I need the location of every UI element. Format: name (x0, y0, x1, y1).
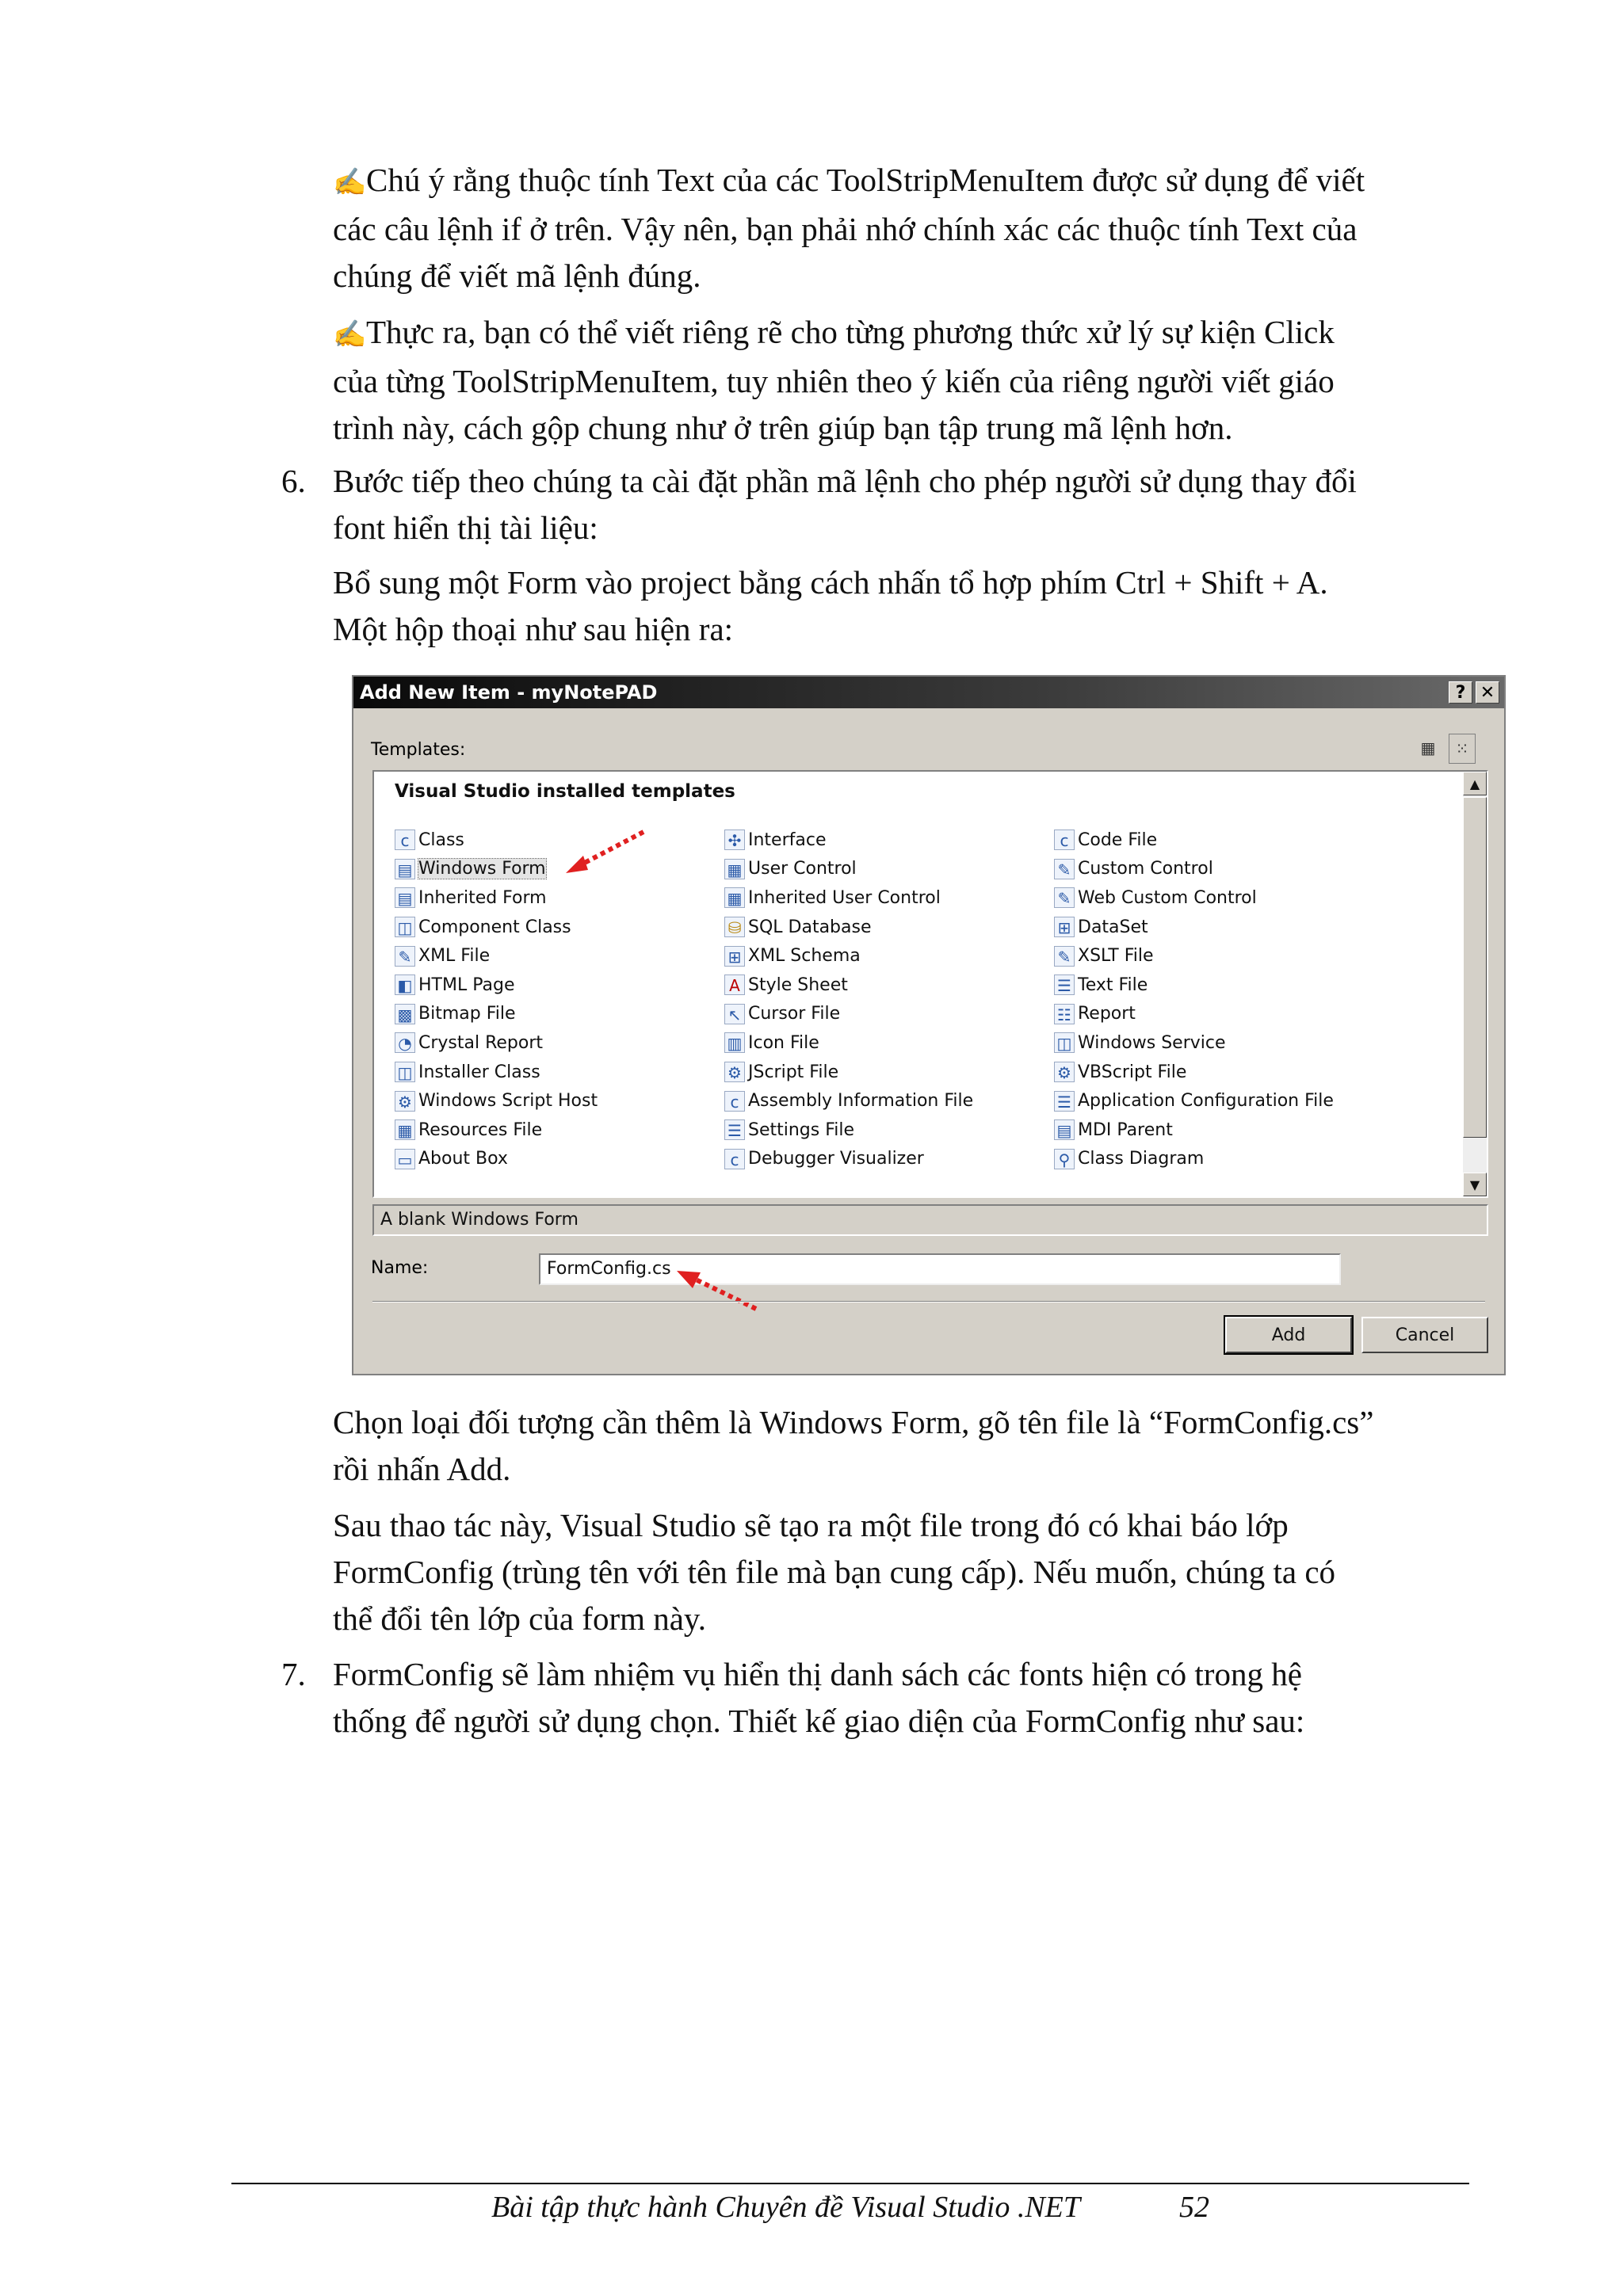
small-icons-view-icon[interactable]: ⁙ (1449, 734, 1476, 764)
templates-label: Templates: (371, 740, 466, 760)
step-6-sub-paragraph (333, 559, 1469, 653)
windows-form-icon: ▤ (395, 859, 415, 879)
template-xml-file[interactable]: ✎ XML File (395, 941, 598, 971)
template-style-sheet[interactable]: A Style Sheet (724, 971, 973, 1000)
scroll-down-icon[interactable]: ▼ (1463, 1173, 1487, 1196)
template-about-box[interactable]: ▭ About Box (395, 1145, 598, 1174)
template-crystal-report[interactable]: ◔ Crystal Report (395, 1028, 598, 1058)
cancel-button[interactable]: Cancel (1361, 1317, 1488, 1353)
large-icons-view-icon[interactable]: ▦ (1420, 738, 1436, 757)
template-dataset[interactable]: ⊞ DataSet (1054, 913, 1334, 942)
template-settings-file[interactable]: ☰ Settings File (724, 1116, 973, 1145)
app-config-icon: ☰ (1054, 1091, 1075, 1112)
body-line: FormConfig (trùng tên với tên file mà bạn cung cấp). Nếu muốn, chúng ta có (333, 1554, 1336, 1590)
web-custom-control-icon: ✎ (1054, 887, 1075, 908)
template-installer-class[interactable]: ◫ Installer Class (395, 1058, 598, 1087)
red-arrow-icon (556, 826, 659, 881)
about-box-icon: ▭ (395, 1149, 415, 1169)
note-line: các câu lệnh if ở trên. Vậy nên, bạn phải nhớ chính xác các thuộc tính Text của (333, 211, 1358, 247)
step-line: Một hộp thoại như sau hiện ra: (333, 611, 734, 647)
template-code-file[interactable]: c Code File (1054, 826, 1334, 855)
template-xml-schema[interactable]: ⊞ XML Schema (724, 941, 973, 971)
step-line: Bổ sung một Form vào project bằng cách nhấn tổ hợp phím Ctrl + Shift + A. (333, 564, 1328, 601)
writing-hand-icon: ✍ (333, 168, 367, 197)
template-windows-service[interactable]: ◫ Windows Service (1054, 1028, 1334, 1058)
close-button[interactable]: ✕ (1476, 681, 1499, 704)
template-debugger-visualizer[interactable]: c Debugger Visualizer (724, 1145, 973, 1174)
template-xslt-file[interactable]: ✎ XSLT File (1054, 941, 1334, 971)
template-custom-control[interactable]: ✎ Custom Control (1054, 855, 1334, 884)
template-report[interactable]: ☷ Report (1054, 1000, 1334, 1029)
template-inherited-user-control[interactable]: ▦ Inherited User Control (724, 883, 973, 913)
sql-database-icon: ⛁ (724, 917, 745, 937)
vbscript-file-icon: ⚙ (1054, 1062, 1075, 1082)
step-number-7: 7. (281, 1656, 306, 1692)
interface-icon: ✣ (724, 830, 745, 850)
windows-service-icon: ◫ (1054, 1032, 1075, 1053)
note-line: trình này, cách gộp chung như ở trên giúp bạn tập trung mã lệnh hơn. (333, 410, 1233, 446)
template-web-custom-control[interactable]: ✎ Web Custom Control (1054, 883, 1334, 913)
body-line: Chọn loại đối tượng cần thêm là Windows Form, gõ tên file là “FormConfig.cs” (333, 1404, 1374, 1440)
footer-title: Bài tập thực hành Chuyên đề Visual Studio .NET (491, 2191, 1081, 2224)
name-input[interactable]: FormConfig.cs (539, 1253, 1341, 1285)
template-description: A blank Windows Form (372, 1204, 1488, 1236)
add-new-item-dialog (352, 675, 1506, 1375)
help-button[interactable]: ? (1449, 681, 1472, 704)
template-html-page[interactable]: ◧ HTML Page (395, 971, 598, 1000)
code-file-icon: c (1054, 830, 1075, 850)
note-line: của từng ToolStripMenuItem, tuy nhiên theo ý kiến của riêng người viết giáo (333, 363, 1335, 399)
settings-file-icon: ☰ (724, 1119, 745, 1140)
template-mdi-parent[interactable]: ▤ MDI Parent (1054, 1116, 1334, 1145)
template-windows-form[interactable]: ▤ Windows Form (395, 855, 598, 884)
step-line: FormConfig sẽ làm nhiệm vụ hiển thị danh sách các fonts hiện có trong hệ (333, 1656, 1302, 1692)
custom-control-icon: ✎ (1054, 859, 1075, 879)
step-6-paragraph (333, 458, 1469, 551)
component-class-icon: ◫ (395, 917, 415, 937)
body-line: Sau thao tác này, Visual Studio sẽ tạo ra một file trong đó có khai báo lớp (333, 1507, 1289, 1543)
red-arrow-icon (669, 1266, 772, 1322)
template-inherited-form[interactable]: ▤ Inherited Form (395, 883, 598, 913)
after-paragraph-2 (333, 1502, 1469, 1642)
name-label: Name: (371, 1258, 429, 1278)
template-interface[interactable]: ✣ Interface (724, 826, 973, 855)
template-jscript-file[interactable]: ⚙ JScript File (724, 1058, 973, 1087)
xslt-file-icon: ✎ (1054, 946, 1075, 967)
text-file-icon: ☰ (1054, 974, 1075, 995)
assembly-info-icon: c (724, 1091, 745, 1112)
style-sheet-icon: A (724, 974, 745, 995)
dataset-icon: ⊞ (1054, 917, 1075, 937)
template-sql-database[interactable]: ⛁ SQL Database (724, 913, 973, 942)
dialog-title: Add New Item - myNotePAD (360, 681, 658, 704)
class-icon: c (395, 830, 415, 850)
template-class-diagram[interactable]: ⚲ Class Diagram (1054, 1145, 1334, 1174)
note-paragraph-2 (333, 309, 1469, 452)
resources-file-icon: ▦ (395, 1119, 415, 1140)
template-user-control[interactable]: ▦ User Control (724, 855, 973, 884)
icon-file-icon: ▥ (724, 1032, 745, 1053)
step-number-6: 6. (281, 463, 306, 499)
templates-column-3 (1054, 826, 1334, 1173)
note-paragraph-1 (333, 157, 1469, 299)
scroll-thumb[interactable] (1463, 797, 1487, 1138)
add-button[interactable]: Add (1225, 1317, 1352, 1353)
step-line: Bước tiếp theo chúng ta cài đặt phần mã lệnh cho phép người sử dụng thay đổi (333, 463, 1357, 499)
html-page-icon: ◧ (395, 974, 415, 995)
note-line: ✍Thực ra, bạn có thể viết riêng rẽ cho từng phương thức xử lý sự kiện Click (333, 309, 1469, 358)
template-text-file[interactable]: ☰ Text File (1054, 971, 1334, 1000)
template-vbscript-file[interactable]: ⚙ VBScript File (1054, 1058, 1334, 1087)
template-component-class[interactable]: ◫ Component Class (395, 913, 598, 942)
templates-column-2 (724, 826, 973, 1173)
note-line: ✍Chú ý rằng thuộc tính Text của các ToolStripMenuItem được sử dụng để viết (333, 157, 1469, 206)
templates-group-title: Visual Studio installed templates (395, 781, 735, 802)
page-number: 52 (1179, 2191, 1209, 2224)
xml-schema-icon: ⊞ (724, 946, 745, 967)
step-7-paragraph (333, 1651, 1469, 1745)
templates-list[interactable] (372, 770, 1488, 1198)
inherited-form-icon: ▤ (395, 887, 415, 908)
footer-rule (231, 2183, 1469, 2184)
after-paragraph-1 (333, 1399, 1469, 1493)
crystal-report-icon: ◔ (395, 1032, 415, 1053)
templates-scrollbar[interactable] (1463, 772, 1487, 1196)
xml-file-icon: ✎ (395, 946, 415, 967)
body-line: rồi nhấn Add. (333, 1451, 511, 1487)
template-cursor-file[interactable]: ↖ Cursor File (724, 1000, 973, 1029)
bitmap-file-icon: ▩ (395, 1004, 415, 1024)
writing-hand-icon: ✍ (333, 320, 367, 349)
note-line: chúng để viết mã lệnh đúng. (333, 257, 701, 294)
dialog-titlebar (353, 677, 1504, 708)
separator (372, 1301, 1485, 1302)
template-resources-file[interactable]: ▦ Resources File (395, 1116, 598, 1145)
template-windows-script-host[interactable]: ⚙ Windows Script Host (395, 1086, 598, 1116)
template-application-configuration-file[interactable]: ☰ Application Configuration File (1054, 1086, 1334, 1116)
report-icon: ☷ (1054, 1004, 1075, 1024)
template-bitmap-file[interactable]: ▩ Bitmap File (395, 1000, 598, 1029)
scroll-up-icon[interactable]: ▲ (1463, 772, 1487, 795)
class-diagram-icon: ⚲ (1054, 1149, 1075, 1169)
inherited-user-control-icon: ▦ (724, 887, 745, 908)
debugger-visualizer-icon: c (724, 1149, 745, 1169)
installer-class-icon: ◫ (395, 1062, 415, 1082)
script-host-icon: ⚙ (395, 1091, 415, 1112)
cursor-file-icon: ↖ (724, 1004, 745, 1024)
body-line: thể đổi tên lớp của form này. (333, 1600, 707, 1637)
template-class[interactable]: c Class (395, 826, 598, 855)
template-assembly-information-file[interactable]: c Assembly Information File (724, 1086, 973, 1116)
mdi-parent-icon: ▤ (1054, 1119, 1075, 1140)
user-control-icon: ▦ (724, 859, 745, 879)
step-line: thống để người sử dụng chọn. Thiết kế giao diện của FormConfig như sau: (333, 1703, 1305, 1739)
template-icon-file[interactable]: ▥ Icon File (724, 1028, 973, 1058)
jscript-file-icon: ⚙ (724, 1062, 745, 1082)
step-line: font hiển thị tài liệu: (333, 509, 598, 546)
